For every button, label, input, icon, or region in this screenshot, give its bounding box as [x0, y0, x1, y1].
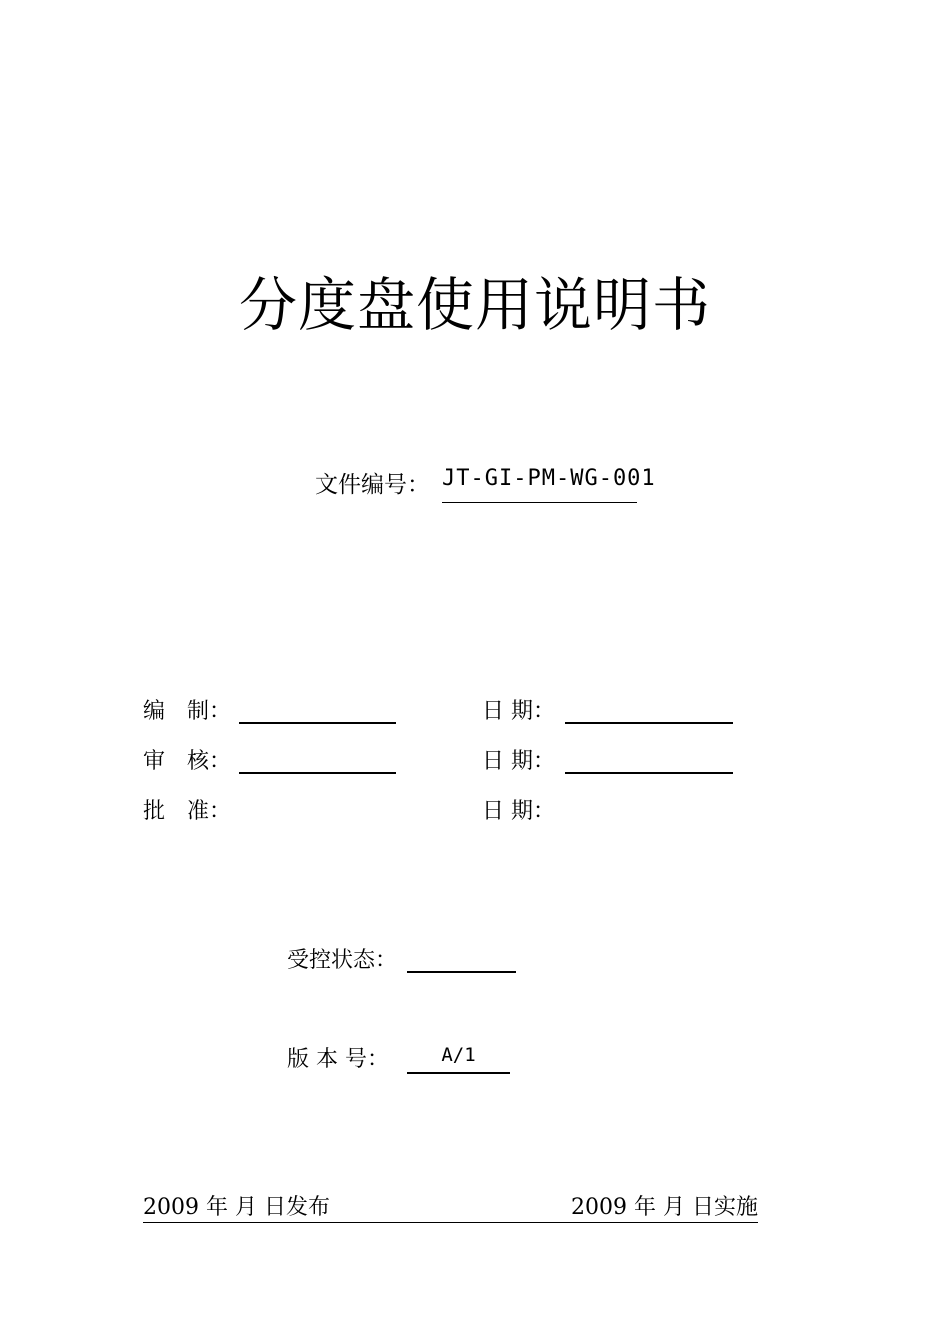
footer-dates	[143, 1190, 758, 1223]
prepared-date-label: 日 期：	[482, 699, 555, 724]
reviewed-label: 审 核：	[143, 749, 232, 774]
prepared-date-line	[565, 722, 733, 724]
version-label: 版 本 号：	[287, 1047, 389, 1072]
doc-number-value: JT-GI-PM-WG-001	[442, 466, 637, 503]
prepared-label: 编 制：	[143, 699, 232, 724]
version-value: A/1	[407, 1044, 510, 1074]
approved-label: 批 准：	[143, 799, 232, 824]
effective-date: 2009 年 月 日实施	[571, 1195, 758, 1220]
reviewed-date-line	[565, 772, 733, 774]
control-status-label: 受控状态：	[287, 948, 398, 973]
reviewed-signature-line	[239, 772, 396, 774]
document-title: 分度盘使用说明书	[238, 271, 711, 339]
doc-number-label: 文件编号：	[315, 472, 430, 498]
control-status-line	[407, 971, 516, 973]
issue-date: 2009 年 月 日发布	[143, 1195, 330, 1220]
reviewed-date-label: 日 期：	[482, 749, 555, 774]
prepared-signature-line	[239, 722, 396, 724]
approved-date-label: 日 期：	[482, 799, 555, 824]
